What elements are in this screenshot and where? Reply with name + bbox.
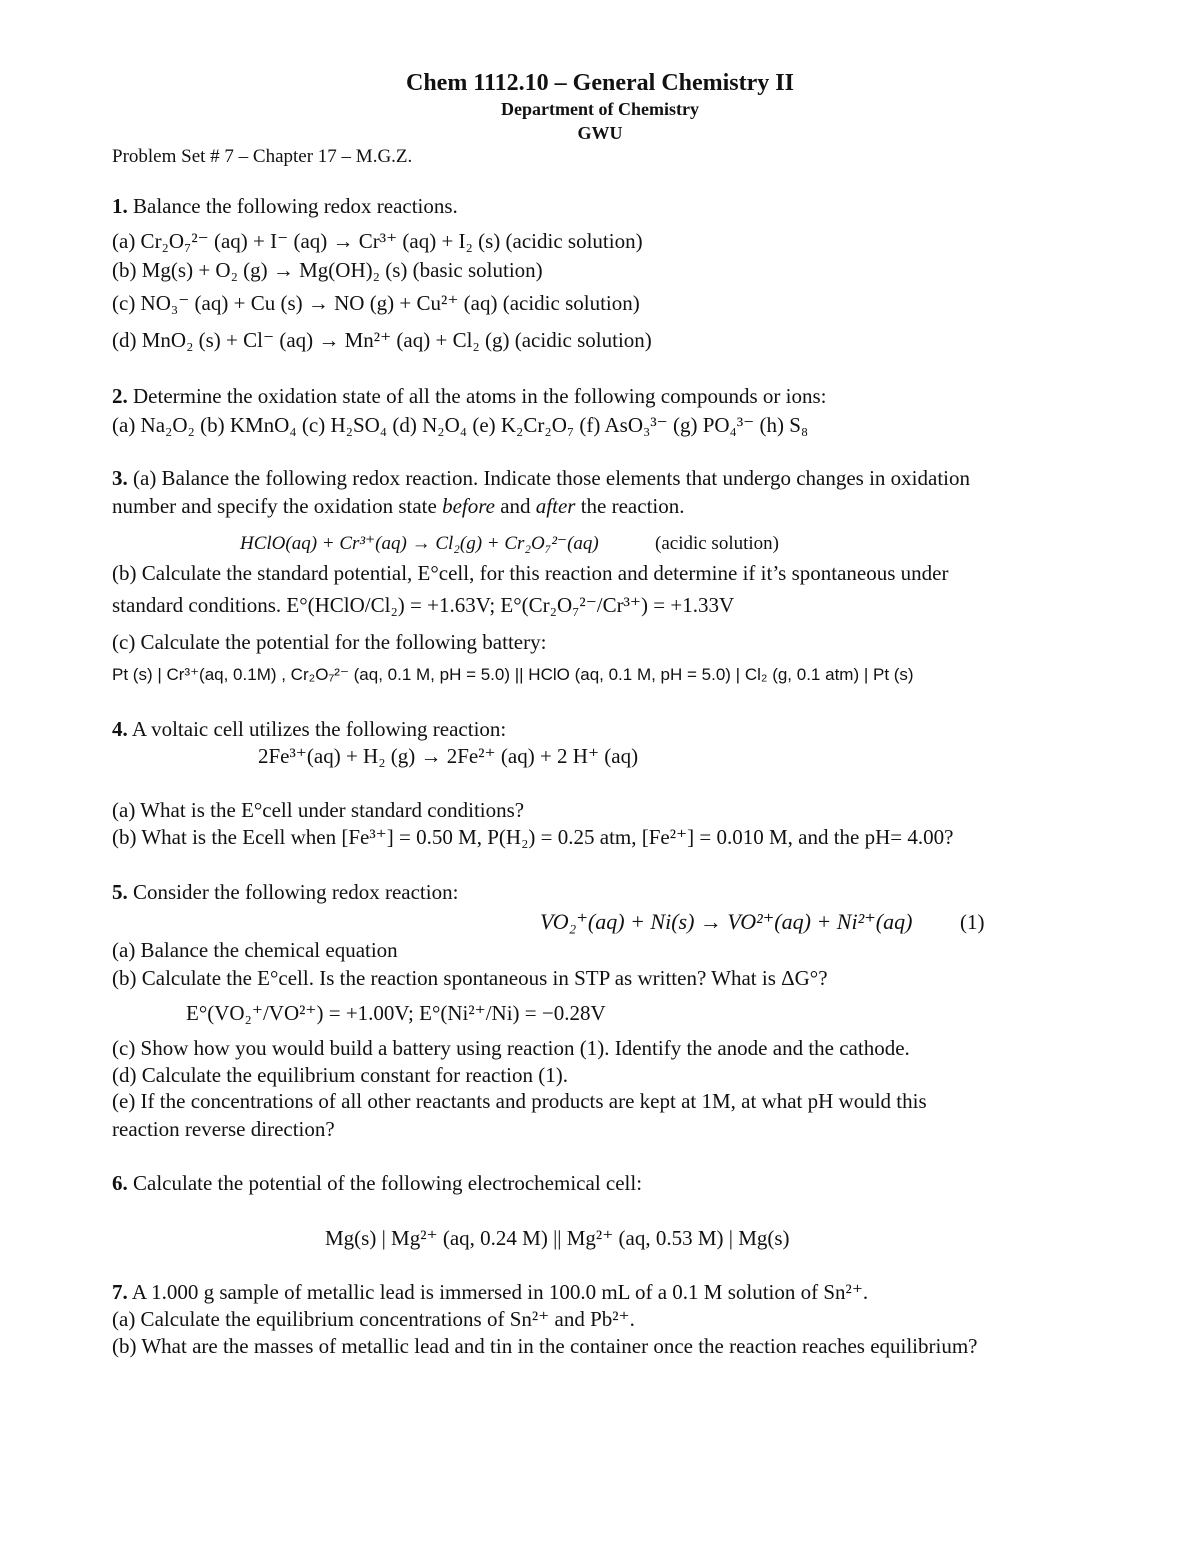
question-7-prompt xyxy=(112,1279,868,1305)
question-5d: (d) Calculate the equilibrium constant for reaction (1). xyxy=(112,1063,569,1087)
question-2-prompt xyxy=(112,383,826,409)
question-text: Determine the oxidation state of all the atoms in the following compounds or ions: xyxy=(133,384,827,408)
emphasis-after: after xyxy=(535,494,576,518)
emphasis-before: before xyxy=(442,494,495,518)
question-1c: (c) NO₃⁻ (aq) + Cu (s) → NO (g) + Cu²⁺ (aq) (acidic solution) xyxy=(112,291,640,315)
question-3b-line2: standard conditions. E°(HClO/Cl₂) = +1.63V; E°(Cr₂O₇²⁻/Cr³⁺) = +1.33V xyxy=(112,593,735,617)
equation-number: (1) xyxy=(960,910,985,934)
question-text: Consider the following redox reaction: xyxy=(133,880,459,904)
question-3-battery-cell: Pt (s) | Cr³⁺(aq, 0.1M) , Cr₂O₇²⁻ (aq, 0.1 M, pH = 5.0) || HClO (aq, 0.1 M, pH = 5.0) | Cl₂ (g, 0.1 atm) | Pt (s) xyxy=(112,665,914,684)
question-number: 7. xyxy=(112,1280,128,1304)
question-4-equation: 2Fe³⁺(aq) + H₂ (g) → 2Fe²⁺ (aq) + 2 H⁺ (aq) xyxy=(258,744,639,768)
department-name: Department of Chemistry xyxy=(501,99,699,119)
question-4a: (a) What is the E°cell under standard conditions? xyxy=(112,798,525,822)
question-5e-line1: (e) If the concentrations of all other reactants and products are kept at 1M, at what pH would this xyxy=(112,1089,927,1113)
question-5b: (b) Calculate the E°cell. Is the reaction spontaneous in STP as written? What is ΔG°? xyxy=(112,966,828,990)
question-5-potentials: E°(VO₂⁺/VO²⁺) = +1.00V; E°(Ni²⁺/Ni) = −0.28V xyxy=(186,1001,606,1025)
question-3c: (c) Calculate the potential for the following battery: xyxy=(112,630,547,654)
question-3-equation: HClO(aq) + Cr³⁺(aq) → Cl₂(g) + Cr₂O₇²⁻(aq) xyxy=(240,533,599,554)
question-4b: (b) What is the Ecell when [Fe³⁺] = 0.50 M, P(H₂) = 0.25 atm, [Fe²⁺] = 0.010 M, and the pH= 4.00? xyxy=(112,825,954,849)
question-3-condition: (acidic solution) xyxy=(655,533,779,554)
question-text: (a) Balance the following redox reaction. Indicate those elements that undergo changes in oxidation xyxy=(133,466,970,490)
question-1d: (d) MnO₂ (s) + Cl⁻ (aq) → Mn²⁺ (aq) + Cl₂ (g) (acidic solution) xyxy=(112,328,652,352)
question-1a: (a) Cr₂O₇²⁻ (aq) + I⁻ (aq) → Cr³⁺ (aq) + I₂ (s) (acidic solution) xyxy=(112,229,643,253)
question-5a: (a) Balance the chemical equation xyxy=(112,938,398,962)
question-number: 2. xyxy=(112,384,128,408)
text-segment: number and specify the oxidation state xyxy=(112,494,443,518)
question-text: A voltaic cell utilizes the following reaction: xyxy=(131,717,507,741)
question-1b: (b) Mg(s) + O₂ (g) → Mg(OH)₂ (s) (basic solution) xyxy=(112,258,543,282)
question-3a-line1 xyxy=(112,465,970,491)
question-number: 1. xyxy=(112,194,128,218)
question-7b: (b) What are the masses of metallic lead and tin in the container once the reaction reaches equilibrium? xyxy=(112,1334,978,1358)
question-text: Calculate the potential of the following electrochemical cell: xyxy=(133,1171,643,1195)
question-7a: (a) Calculate the equilibrium concentrations of Sn²⁺ and Pb²⁺. xyxy=(112,1307,635,1331)
question-4-prompt xyxy=(112,716,506,742)
question-1-prompt xyxy=(112,193,458,219)
question-3b-line1: (b) Calculate the standard potential, E°cell, for this reaction and determine if it’s spontaneous under xyxy=(112,561,949,585)
page-title: Chem 1112.10 – General Chemistry II xyxy=(406,70,794,96)
question-5e-line2: reaction reverse direction? xyxy=(112,1117,335,1141)
question-2-items: (a) Na₂O₂ (b) KMnO₄ (c) H₂SO₄ (d) N₂O₄ (e) K₂Cr₂O₇ (f) AsO₃³⁻ (g) PO₄³⁻ (h) S₈ xyxy=(112,413,809,437)
question-number: 5. xyxy=(112,880,128,904)
text-segment: the reaction. xyxy=(575,494,685,518)
school-name: GWU xyxy=(577,123,623,143)
question-3a-line2 xyxy=(112,493,684,519)
question-6-prompt xyxy=(112,1170,642,1196)
question-number: 3. xyxy=(112,466,128,490)
problem-set-subtitle: Problem Set # 7 – Chapter 17 – M.G.Z. xyxy=(112,146,413,167)
question-5-equation: VO₂⁺(aq) + Ni(s) → VO²⁺(aq) + Ni²⁺(aq) xyxy=(540,909,913,934)
text-segment: and xyxy=(494,494,536,518)
question-text: A 1.000 g sample of metallic lead is immersed in 100.0 mL of a 0.1 M solution of Sn²⁺. xyxy=(131,1280,869,1304)
question-5-prompt xyxy=(112,879,458,905)
question-6-cell: Mg(s) | Mg²⁺ (aq, 0.24 M) || Mg²⁺ (aq, 0.53 M) | Mg(s) xyxy=(325,1226,790,1250)
question-text: Balance the following redox reactions. xyxy=(133,194,458,218)
question-5c: (c) Show how you would build a battery using reaction (1). Identify the anode and the cathode. xyxy=(112,1036,910,1060)
question-number: 6. xyxy=(112,1171,128,1195)
question-number: 4. xyxy=(112,717,128,741)
